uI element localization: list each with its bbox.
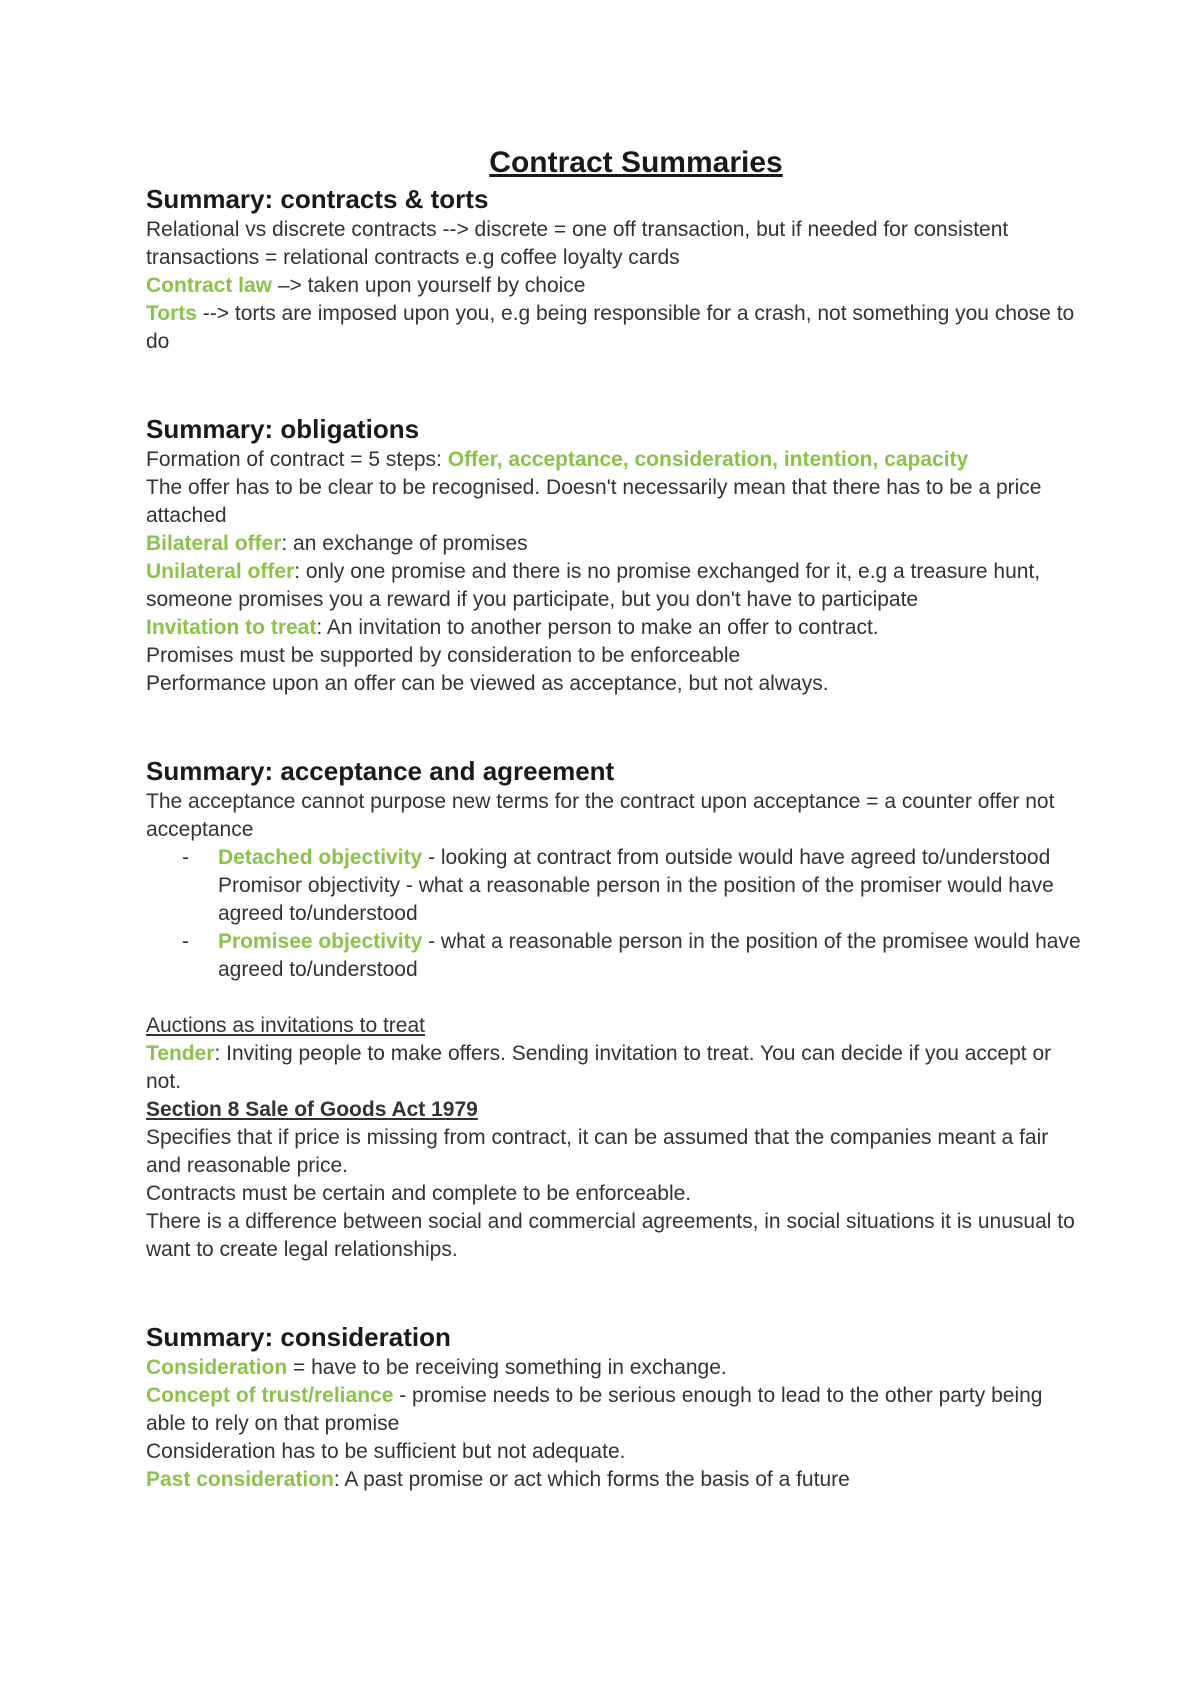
paragraph-text: : an exchange of promises <box>281 532 528 555</box>
key-term: Tender <box>146 1042 215 1065</box>
paragraph-text: : Inviting people to make offers. Sending invitation to treat. You can decide if you accept or not. <box>146 1042 1052 1093</box>
bullet-dash: - <box>182 930 189 953</box>
paragraph: Performance upon an offer can be viewed as acceptance, but not always. <box>146 672 829 695</box>
paragraph-text: - promise needs to be serious enough to lead to the other party being able to rely on that promise <box>146 1384 1043 1435</box>
paragraph: Consideration has to be sufficient but not adequate. <box>146 1440 626 1463</box>
paragraph: The offer has to be clear to be recognised. Doesn't necessarily mean that there has to be a price attached <box>146 476 1042 527</box>
section-consideration <box>146 1320 1086 1494</box>
key-term: Past consideration <box>146 1468 334 1491</box>
paragraph <box>146 446 1086 474</box>
document-content <box>146 144 1086 1494</box>
list-item <box>146 844 1086 928</box>
key-term: Bilateral offer <box>146 532 282 555</box>
paragraph <box>146 558 1086 614</box>
bullet-dash: - <box>182 846 189 869</box>
key-term: Torts <box>146 302 197 325</box>
section-heading: Summary: contracts & torts <box>146 184 489 214</box>
paragraph-text: : An invitation to another person to make an offer to contract. <box>316 616 879 639</box>
key-term: Promisee objectivity <box>218 930 423 953</box>
paragraph-text: : only one promise and there is no promise exchanged for it, e.g a treasure hunt, someone promises you a reward if you participate, but you don't have to participate <box>146 560 1041 611</box>
bullet-list <box>146 844 1086 984</box>
paragraph: Relational vs discrete contracts --> discrete = one off transaction, but if needed for consistent transactions = relational contracts e.g coffee loyalty cards <box>146 218 1009 269</box>
spacer <box>146 984 1086 1012</box>
paragraph: Promises must be supported by consideration to be enforceable <box>146 644 741 667</box>
paragraph: There is a difference between social and commercial agreements, in social situations it is unusual to want to create legal relationships. <box>146 1210 1075 1261</box>
paragraph <box>146 1466 1086 1494</box>
paragraph <box>146 530 1086 558</box>
spacer <box>146 1264 1086 1320</box>
paragraph-text: --> torts are imposed upon you, e.g being responsible for a crash, not something you chose to do <box>146 302 1075 353</box>
key-term: Offer, acceptance, consideration, intention, capacity <box>447 448 969 471</box>
section-heading: Summary: consideration <box>146 1322 451 1352</box>
paragraph: The acceptance cannot purpose new terms for the contract upon acceptance = a counter offer not acceptance <box>146 790 1055 841</box>
subheading-auctions: Auctions as invitations to treat <box>146 1014 425 1037</box>
key-term: Unilateral offer <box>146 560 295 583</box>
paragraph <box>146 1354 1086 1382</box>
paragraph: Specifies that if price is missing from contract, it can be assumed that the companies meant a fair and reasonable price. <box>146 1126 1049 1177</box>
spacer <box>146 356 1086 412</box>
section-acceptance-agreement <box>146 754 1086 1264</box>
paragraph-text: Formation of contract = 5 steps: <box>146 448 448 471</box>
paragraph <box>146 272 1086 300</box>
page-title: Contract Summaries <box>489 146 783 179</box>
key-term: Concept of trust/reliance <box>146 1384 394 1407</box>
section-obligations <box>146 412 1086 698</box>
spacer <box>146 698 1086 754</box>
section-heading: Summary: acceptance and agreement <box>146 756 615 786</box>
paragraph <box>146 614 1086 642</box>
key-term: Detached objectivity <box>218 846 423 869</box>
key-term: Contract law <box>146 274 273 297</box>
paragraph <box>146 1040 1086 1096</box>
paragraph: Contracts must be certain and complete to be enforceable. <box>146 1182 692 1205</box>
key-term: Consideration <box>146 1356 288 1379</box>
paragraph-text: = have to be receiving something in exchange. <box>287 1356 727 1379</box>
paragraph <box>146 1382 1086 1438</box>
paragraph <box>146 300 1086 356</box>
section-heading: Summary: obligations <box>146 414 420 444</box>
paragraph-text: : A past promise or act which forms the basis of a future <box>333 1468 850 1491</box>
list-item-text: - what a reasonable person in the position of the promisee would have agreed to/understood <box>218 930 1081 981</box>
list-item <box>146 928 1086 984</box>
key-term: Invitation to treat <box>146 616 317 639</box>
list-item-text: - looking at contract from outside would have agreed to/understood Promisor objectivity - what a reasonable person in the position of the promiser would have agreed to/understood <box>218 846 1054 925</box>
section-contracts-torts <box>146 182 1086 356</box>
paragraph-text: –> taken upon yourself by choice <box>272 274 586 297</box>
subheading-section-8: Section 8 Sale of Goods Act 1979 <box>146 1098 478 1121</box>
